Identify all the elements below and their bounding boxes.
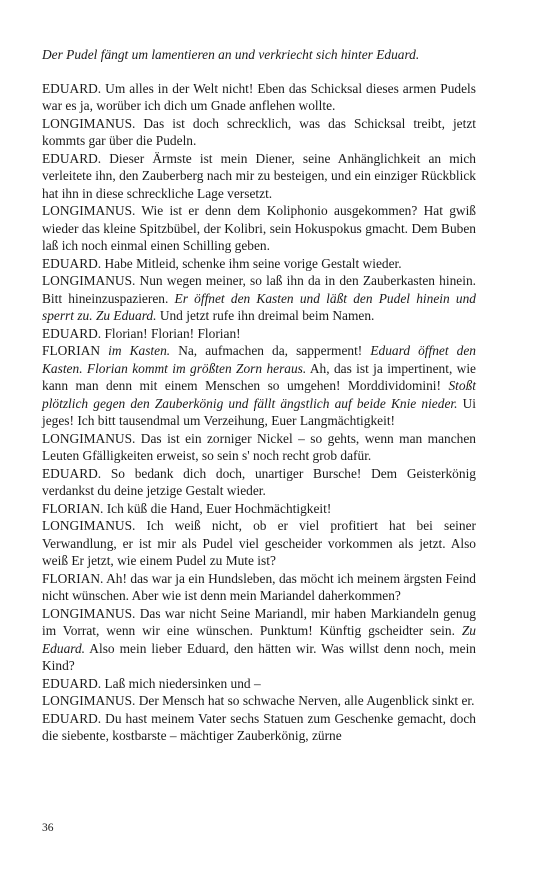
page-body [42, 46, 476, 745]
stage-direction: Zu Eduard. [42, 623, 476, 656]
dialogue-paragraph [42, 255, 476, 273]
dialogue-text: LONGIMANUS. Ich weiß nicht, ob er viel profitiert hat bei seiner Verwandlung, er ist mir als Pudel viel gescheider vorkommen als jetzt. Also weiß Er jetzt, wie einem Pudel zu Mute ist? [42, 518, 476, 568]
dialogue-paragraph [42, 272, 476, 325]
dialogue-text: Ui jeges! Ich bitt tausendmal um Verzeihung, Euer Langmächtigkeit! [42, 395, 476, 428]
dialogue-paragraph [42, 202, 476, 255]
dialogue-paragraph [42, 710, 476, 745]
dialogue-text: LONGIMANUS. Das ist ein zorniger Nickel – so gehts, wenn man manchen Leuten Gfälligkeiten erweist, so sein s' noch recht grob dafür. [42, 430, 476, 463]
dialogue-text: LONGIMANUS. Wie ist er denn dem Koliphonio ausgekommen? Hat gwiß wieder das kleine Spitzbübel, der Kolibri, sein Hokuspokus gmacht. Dem Buben laß ich noch einmal einen Schilling geben. [42, 203, 476, 253]
stage-direction: im Kasten. [108, 343, 171, 358]
dialogue-text: EDUARD. Habe Mitleid, schenke ihm seine vorige Gestalt wieder. [42, 255, 402, 271]
page-number: 36 [42, 822, 54, 834]
dialogue-text: EDUARD. Florian! Florian! Florian! [42, 325, 241, 341]
dialogue-paragraph [42, 675, 476, 693]
dialogue-text: Und jetzt rufe ihn dreimal beim Namen. [156, 308, 375, 323]
dialogue-text: Ah, das ist ja impertinent, wie kann man denn mit einem Menschen so umgehen! Morddividomini! [42, 360, 476, 393]
dialogue-text: EDUARD. Um alles in der Welt nicht! Eben das Schicksal dieses armen Pudels war es ja, worüber ich dich um Gnade anflehen wollte. [42, 80, 476, 113]
dialogue-paragraph [42, 517, 476, 570]
dialogue-text: LONGIMANUS. Das war nicht Seine Mariandl, mir haben Markiandeln genug im Vorrat, wenn wir eine wünschen. Punktum! Künftig gscheidter sein. [42, 605, 476, 638]
dialogue-text: Na, aufmachen da, sapperment! [170, 343, 371, 358]
stage-direction: Stoßt plötzlich gegen den Zauberkönig und fällt ängstlich auf beide Knie nieder. [42, 378, 476, 411]
dialogue-paragraph [42, 692, 476, 710]
dialogue-text: EDUARD. Dieser Ärmste ist mein Diener, seine Anhänglichkeit an mich verleitete ihn, den Zauberberg nach mir zu besteigen, und ein einziger Rückblick hat ihn in diese schreckliche Lage versetzt. [42, 150, 476, 201]
dialogue-text: EDUARD. Du hast meinem Vater sechs Statuen zum Geschenke gemacht, doch die siebente, kostbarste – mächtiger Zauberkönig, zürne [42, 710, 476, 743]
dialogue-paragraph [42, 605, 476, 675]
dialogue-paragraph [42, 342, 476, 430]
dialogue-block [42, 80, 476, 745]
stage-direction: Eduard öffnet den Kasten. Florian kommt im größten Zorn heraus. [42, 343, 476, 376]
dialogue-text: LONGIMANUS. Der Mensch hat so schwache Nerven, alle Augenblick sinkt er. [42, 693, 475, 708]
dialogue-text: EDUARD. Laß mich niedersinken und – [42, 675, 261, 691]
stage-direction-intro: Der Pudel fängt um lamentieren an und verkriecht sich hinter Eduard. [42, 47, 420, 62]
dialogue-paragraph [42, 500, 476, 518]
dialogue-text: FLORIAN. Ah! das war ja ein Hundsleben, das möcht ich meinem ärgsten Feind nicht wünschen. Aber wie ist denn mein Mariandel daherkommen? [42, 570, 476, 603]
dialogue-text: LONGIMANUS. Das ist doch schrecklich, was das Schicksal treibt, jetzt kommts gar über die Pudeln. [42, 115, 476, 148]
dialogue-paragraph [42, 465, 476, 500]
stage-direction: Er öffnet den Kasten und läßt den Pudel hinein und sperrt zu. Zu Eduard. [42, 290, 476, 323]
dialogue-text: FLORIAN. Ich küß die Hand, Euer Hochmächtigkeit! [42, 500, 332, 516]
dialogue-text: LONGIMANUS. Nun wegen meiner, so laß ihn da in den Zauberkasten hinein. Bitt hineinzuspazieren. [42, 273, 476, 306]
dialogue-paragraph [42, 570, 476, 605]
dialogue-text: FLORIAN [42, 343, 109, 358]
dialogue-paragraph [42, 115, 476, 150]
dialogue-paragraph [42, 150, 476, 203]
dialogue-text: Also mein lieber Eduard, den hätten wir. Was willst denn noch, mein Kind? [42, 640, 476, 673]
dialogue-paragraph [42, 325, 476, 343]
dialogue-paragraph [42, 430, 476, 465]
dialogue-text: EDUARD. So bedank dich doch, unartiger Bursche! Dem Geisterkönig verdankst du deine jetzige Gestalt wieder. [42, 465, 476, 498]
dialogue-paragraph [42, 80, 476, 115]
